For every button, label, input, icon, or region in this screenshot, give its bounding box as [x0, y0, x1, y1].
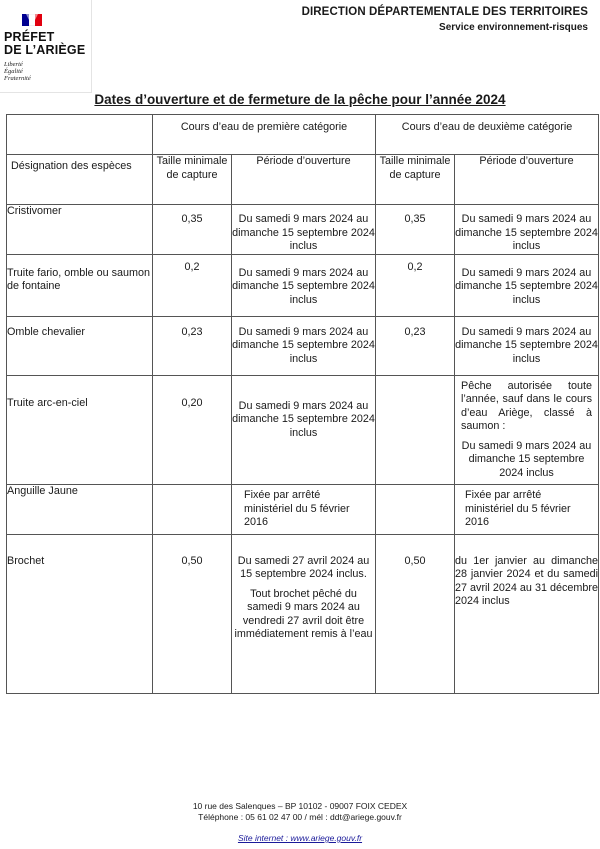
table-row	[7, 205, 599, 255]
document-title: Dates d’ouverture et de fermeture de la pêche pour l’année 2024	[94, 92, 506, 107]
min-size-cat1: 0,20	[153, 375, 232, 485]
species-name: Brochet	[7, 534, 153, 693]
period-cat2	[455, 375, 599, 485]
period-cat1	[232, 534, 376, 693]
min-size-cat2: 0,2	[376, 254, 455, 316]
motto-line: Liberté	[4, 61, 23, 68]
period-column-header-cat2: Période d’ouverture	[455, 155, 599, 205]
footer-address: 10 rue des Salenques – BP 10102 - 09007 FOIX CEDEX	[192, 801, 408, 811]
fishing-dates-table	[6, 114, 599, 694]
service-name: Service environnement-risques	[439, 22, 588, 33]
org-name-line2: DE L’ARIÈGE	[4, 43, 86, 57]
species-name: Truite fario, omble ou saumon de fontaine	[7, 254, 153, 316]
header-organisation	[302, 6, 588, 33]
motto-line: Égalité	[4, 68, 23, 75]
period-cat2: Du samedi 9 mars 2024 au dimanche 15 septembre 2024 inclus	[455, 316, 599, 375]
table-row	[7, 485, 599, 535]
column-header-row	[7, 155, 599, 205]
motto	[4, 61, 31, 82]
min-size-cat1: 0,35	[153, 205, 232, 255]
period-cat1: Fixée par arrêté ministériel du 5 février 2016	[232, 485, 376, 535]
footer-contact: Téléphone : 05 61 02 47 00 / mél : ddt@ariege.gouv.fr	[198, 812, 402, 822]
species-name: Truite arc-en-ciel	[7, 375, 153, 485]
website-link[interactable]: Site internet : www.ariege.gouv.fr	[237, 833, 363, 843]
period-note: Pêche autorisée toute l’année, sauf dans le cours d’eau Ariège, classé à saumon :	[461, 379, 592, 432]
min-size-cat2: 0,23	[376, 316, 455, 375]
table-row	[7, 375, 599, 485]
min-size-cat2: 0,50	[376, 534, 455, 693]
period-dates: Du samedi 9 mars 2024 au dimanche 15 septembre 2024 inclus	[461, 439, 592, 479]
first-category-header: Cours d’eau de première catégorie	[153, 115, 376, 155]
second-category-header: Cours d’eau de deuxième catégorie	[376, 115, 599, 155]
period-cat1: Du samedi 9 mars 2024 au dimanche 15 septembre 2024 inclus	[232, 375, 376, 485]
period-cat2: Du samedi 9 mars 2024 au dimanche 15 septembre 2024 inclus	[455, 254, 599, 316]
org-name	[4, 31, 85, 57]
table-row	[7, 254, 599, 316]
empty-header-cell	[7, 115, 153, 155]
min-size-cat1: 0,50	[153, 534, 232, 693]
period-cat1: Du samedi 9 mars 2024 au dimanche 15 septembre 2024 inclus	[232, 316, 376, 375]
min-size-cat2: 0,35	[376, 205, 455, 255]
min-size-cat2	[376, 485, 455, 535]
direction-name: DIRECTION DÉPARTEMENTALE DES TERRITOIRES	[301, 6, 588, 18]
footer	[0, 801, 600, 844]
table-row	[7, 534, 599, 693]
species-name: Omble chevalier	[7, 316, 153, 375]
size-column-header-cat2: Taille minimale de capture	[376, 155, 455, 205]
period-cat2: Fixée par arrêté ministériel du 5 février 2016	[455, 485, 599, 535]
table-row	[7, 316, 599, 375]
size-column-header-cat1: Taille minimale de capture	[153, 155, 232, 205]
prefecture-logo	[0, 0, 92, 93]
species-name: Anguille Jaune	[7, 485, 153, 535]
min-size-cat2	[376, 375, 455, 485]
org-name-line1: PRÉFET	[4, 30, 55, 44]
period-cat1: Du samedi 9 mars 2024 au dimanche 15 septembre 2024 inclus	[232, 205, 376, 255]
period-note: Tout brochet pêché du samedi 9 mars 2024 au vendredi 27 avril doit être immédiatement remis à l’eau	[234, 587, 373, 640]
period-cat2: du 1er janvier au dimanche 28 janvier 2024 et du samedi 27 avril 2024 au 31 décembre 2024 inclus	[455, 534, 599, 693]
min-size-cat1: 0,2	[153, 254, 232, 316]
species-column-header: Désignation des espèces	[7, 155, 153, 205]
group-header-row	[7, 115, 599, 155]
min-size-cat1	[153, 485, 232, 535]
period-main: Du samedi 27 avril 2024 au 15 septembre 2024 inclus.	[237, 554, 370, 580]
period-column-header-cat1: Période d’ouverture	[232, 155, 376, 205]
motto-line: Fraternité	[4, 75, 31, 82]
period-cat1: Du samedi 9 mars 2024 au dimanche 15 septembre 2024 inclus	[232, 254, 376, 316]
species-name: Cristivomer	[7, 205, 153, 255]
period-cat2: Du samedi 9 mars 2024 au dimanche 15 septembre 2024 inclus	[455, 205, 599, 255]
min-size-cat1: 0,23	[153, 316, 232, 375]
marianne-icon	[26, 14, 38, 26]
